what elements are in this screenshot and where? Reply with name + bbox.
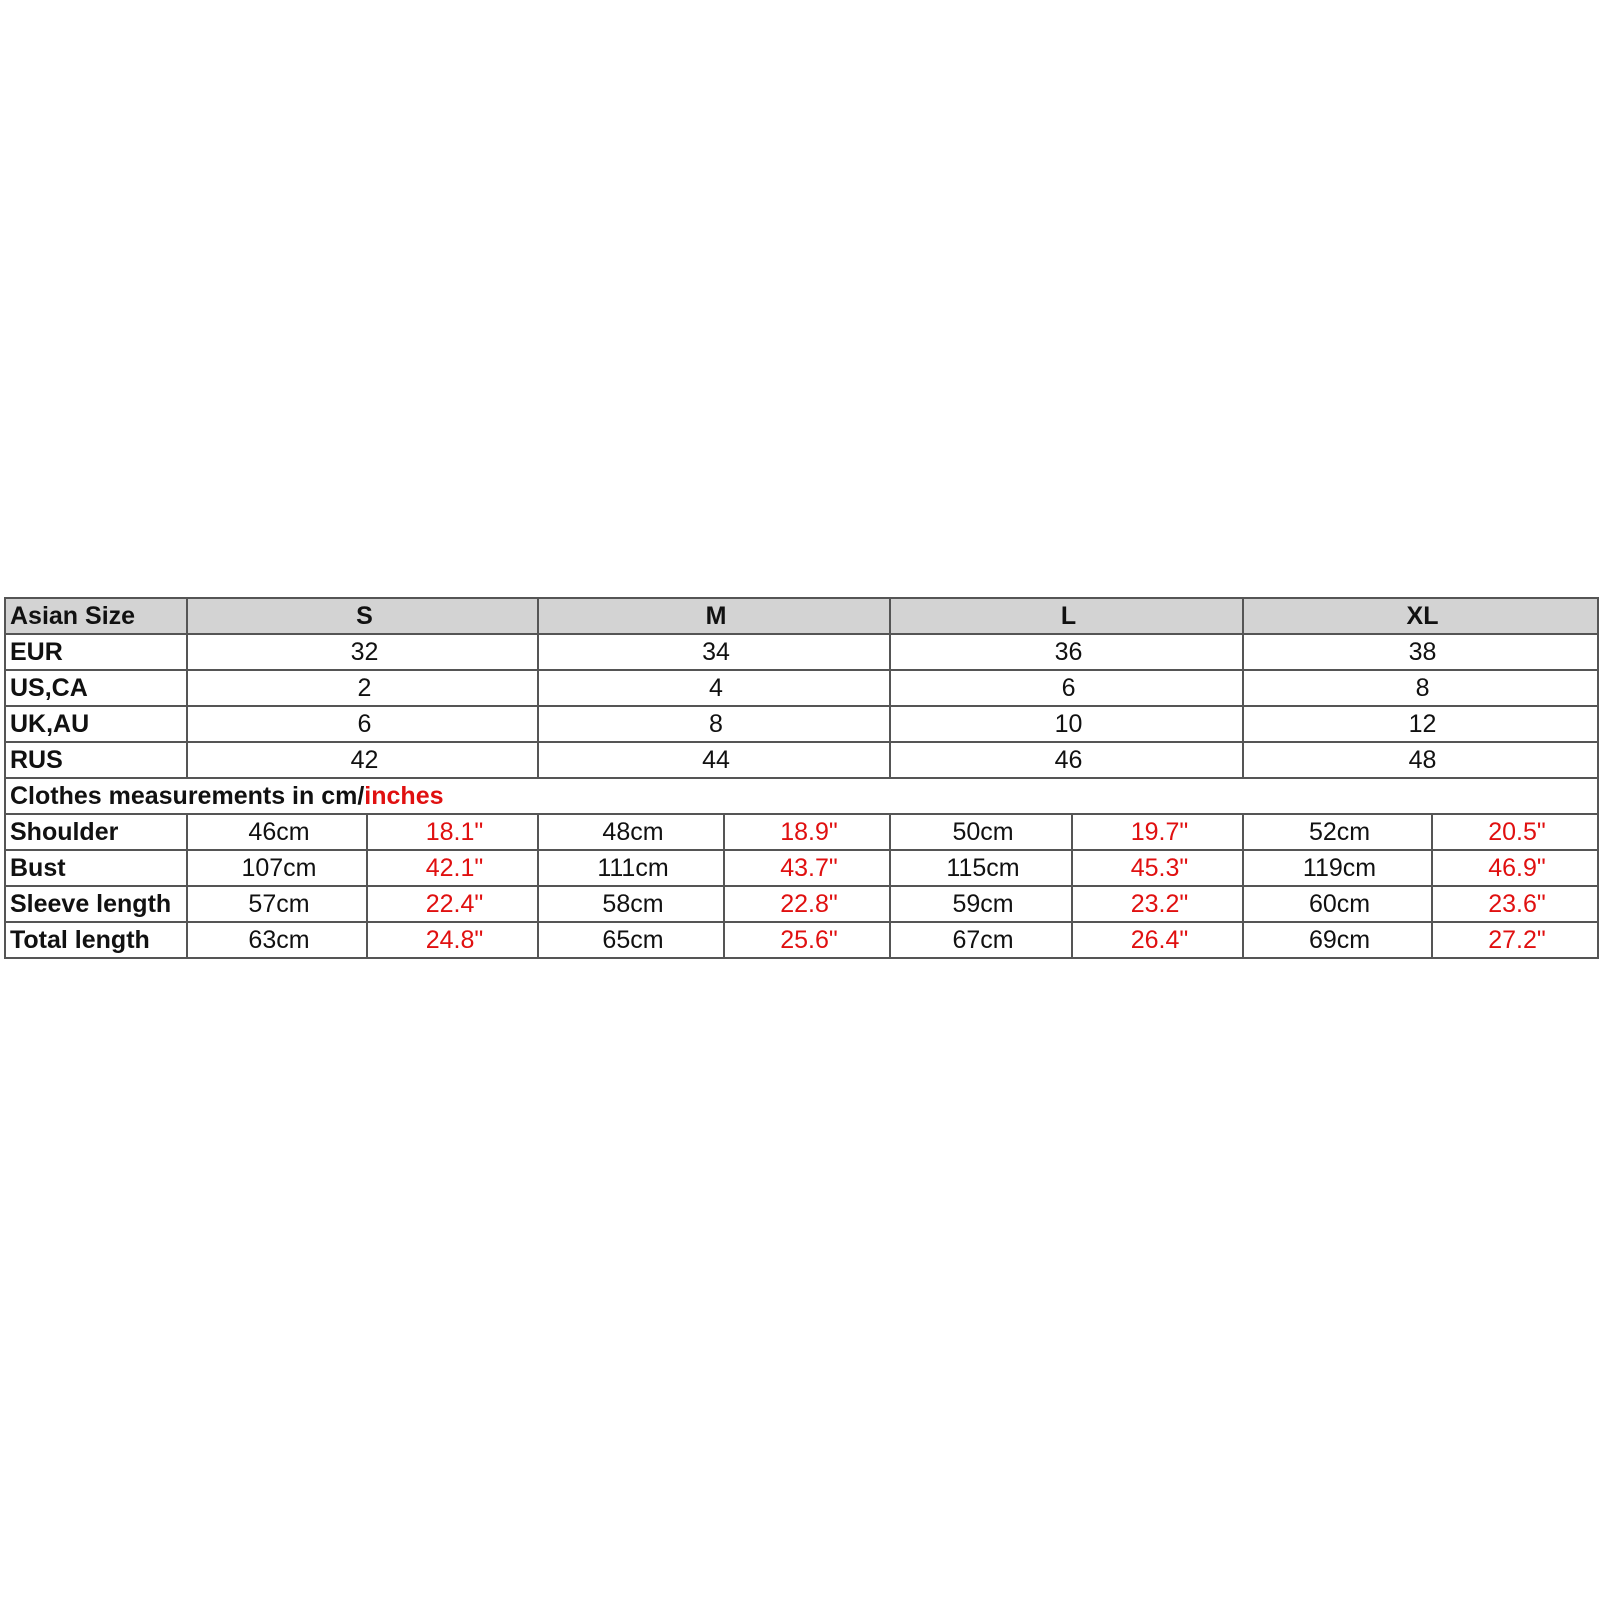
table-cell: 6 (890, 670, 1243, 706)
row-label: Sleeve length (5, 886, 187, 922)
conversion-row-eur (5, 634, 1598, 670)
inch-cell: 23.2" (1072, 886, 1243, 922)
row-label: EUR (5, 634, 187, 670)
table-cell: 34 (538, 634, 890, 670)
table-cell: 8 (1243, 670, 1598, 706)
conversion-row-uk-au (5, 706, 1598, 742)
size-header-m: M (538, 598, 890, 634)
inch-cell: 43.7" (724, 850, 890, 886)
row-label: RUS (5, 742, 187, 778)
row-label: Shoulder (5, 814, 187, 850)
section-heading-text: Clothes measurements in cm/ (10, 782, 365, 810)
cm-cell: 111cm (538, 850, 724, 886)
table-cell: 2 (187, 670, 538, 706)
conversion-row-rus (5, 742, 1598, 778)
cm-cell: 50cm (890, 814, 1072, 850)
table-cell: 38 (1243, 634, 1598, 670)
table-cell: 6 (187, 706, 538, 742)
inch-cell: 46.9" (1432, 850, 1598, 886)
row-label: UK,AU (5, 706, 187, 742)
table-cell: 48 (1243, 742, 1598, 778)
table-cell: 12 (1243, 706, 1598, 742)
section-row (5, 778, 1598, 814)
table-cell: 44 (538, 742, 890, 778)
asian-size-label: Asian Size (5, 598, 187, 634)
inch-cell: 45.3" (1072, 850, 1243, 886)
table-cell: 8 (538, 706, 890, 742)
inch-cell: 42.1" (367, 850, 538, 886)
row-label: Bust (5, 850, 187, 886)
size-header-xl: XL (1243, 598, 1598, 634)
cm-cell: 60cm (1243, 886, 1432, 922)
row-label: Total length (5, 922, 187, 958)
cm-cell: 107cm (187, 850, 367, 886)
table-cell: 46 (890, 742, 1243, 778)
inch-cell: 24.8" (367, 922, 538, 958)
table-cell: 4 (538, 670, 890, 706)
cm-cell: 46cm (187, 814, 367, 850)
header-row (5, 598, 1598, 634)
measurement-row-total-length (5, 922, 1598, 958)
cm-cell: 52cm (1243, 814, 1432, 850)
cm-cell: 65cm (538, 922, 724, 958)
section-heading-highlight: inches (364, 782, 444, 810)
cm-cell: 57cm (187, 886, 367, 922)
cm-cell: 63cm (187, 922, 367, 958)
table-cell: 36 (890, 634, 1243, 670)
section-heading (5, 778, 1598, 814)
inch-cell: 22.8" (724, 886, 890, 922)
inch-cell: 27.2" (1432, 922, 1598, 958)
cm-cell: 115cm (890, 850, 1072, 886)
size-chart-table (4, 597, 1599, 959)
inch-cell: 23.6" (1432, 886, 1598, 922)
inch-cell: 20.5" (1432, 814, 1598, 850)
size-header-l: L (890, 598, 1243, 634)
inch-cell: 26.4" (1072, 922, 1243, 958)
table-cell: 42 (187, 742, 538, 778)
cm-cell: 58cm (538, 886, 724, 922)
table-cell: 10 (890, 706, 1243, 742)
measurement-row-bust (5, 850, 1598, 886)
inch-cell: 22.4" (367, 886, 538, 922)
inch-cell: 25.6" (724, 922, 890, 958)
measurement-row-shoulder (5, 814, 1598, 850)
row-label: US,CA (5, 670, 187, 706)
cm-cell: 67cm (890, 922, 1072, 958)
size-header-s: S (187, 598, 538, 634)
table-cell: 32 (187, 634, 538, 670)
cm-cell: 59cm (890, 886, 1072, 922)
cm-cell: 69cm (1243, 922, 1432, 958)
conversion-row-us-ca (5, 670, 1598, 706)
inch-cell: 18.1" (367, 814, 538, 850)
inch-cell: 19.7" (1072, 814, 1243, 850)
inch-cell: 18.9" (724, 814, 890, 850)
measurement-row-sleeve-length (5, 886, 1598, 922)
cm-cell: 48cm (538, 814, 724, 850)
cm-cell: 119cm (1243, 850, 1432, 886)
